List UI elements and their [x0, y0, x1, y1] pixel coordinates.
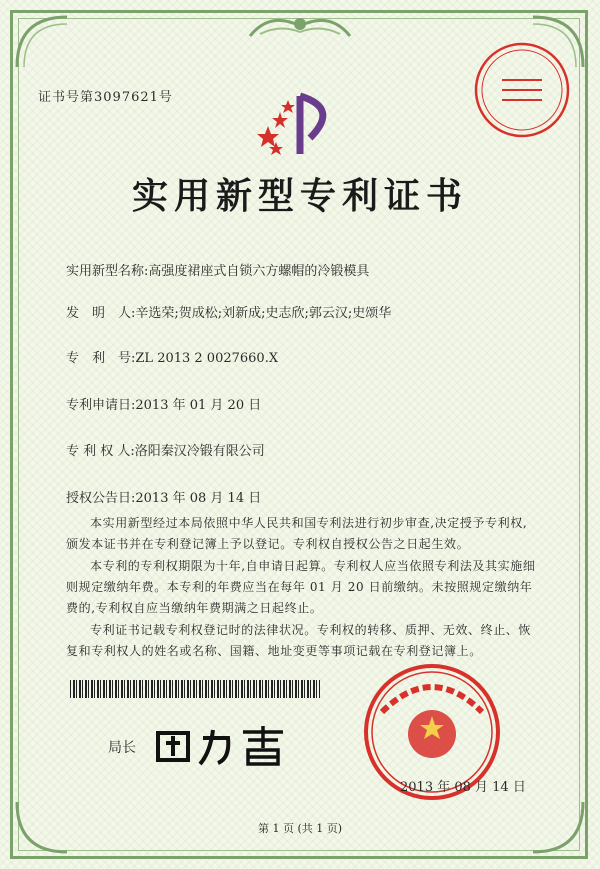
issue-date: 2013 年 08 月 14 日 [400, 780, 526, 795]
field-value: 2013 年 08 月 14 日 [135, 491, 262, 506]
field-value: ZL 2013 2 0027660.X [135, 351, 279, 366]
paragraph-term: 本专利的专利权期限为十年,自申请日起算。专利权人应当依照专利法及其实施细则规定缴纳年费。本专利的年费应当在每年 01 月 20 日前缴纳。未按照规定缴纳年费的,专利权自应当缴纳年费期满之日起终止。 [66, 559, 536, 615]
director-label: 局长 [108, 740, 136, 756]
page-footer: 第 1 页 (共 1 页) [257, 822, 343, 835]
field-inventors [66, 302, 391, 321]
tax-stamp-icon [472, 40, 572, 140]
director-signature-icon [148, 718, 298, 768]
field-value: 2013 年 01 月 20 日 [135, 398, 262, 413]
certificate-number: 证书号第3097621号 [38, 90, 173, 105]
field-value: 辛选荣;贺成松;刘新成;史志欣;郭云汉;史颂华 [135, 306, 392, 321]
field-application-date [66, 394, 261, 413]
field-value: 洛阳秦汉冷锻有限公司 [134, 444, 265, 459]
field-label: 实用新型名称: [66, 264, 149, 279]
field-label: 专 利 号: [66, 351, 136, 366]
paragraph-grant: 本实用新型经过本局依照中华人民共和国专利法进行初步审查,决定授予专利权,颁发本证书并在专利登记簿上予以登记。专利权自授权公告之日起生效。 [66, 516, 528, 551]
field-label: 授权公告日: [66, 491, 136, 506]
patent-office-emblem-icon [250, 88, 350, 158]
corner-ornament-icon [12, 12, 72, 72]
field-value: 高强度裙座式自锁六方螺帽的冷锻模具 [148, 264, 370, 279]
field-utility-model-name [66, 260, 369, 279]
field-label: 专 利 权 人: [66, 444, 135, 459]
field-grant-date [66, 487, 261, 506]
field-label: 发 明 人: [66, 306, 136, 321]
barcode [70, 680, 320, 698]
top-ornament-icon [240, 6, 360, 46]
certificate-title: 实用新型专利证书 [131, 175, 468, 217]
field-patentee [66, 440, 265, 459]
field-label: 专利申请日: [66, 398, 136, 413]
field-patent-number [66, 347, 278, 366]
paragraph-legal-status: 专利证书记载专利权登记时的法律状况。专利权的转移、质押、无效、终止、恢复和专利权人的姓名或名称、国籍、地址变更等事项记载在专利登记簿上。 [66, 623, 532, 658]
